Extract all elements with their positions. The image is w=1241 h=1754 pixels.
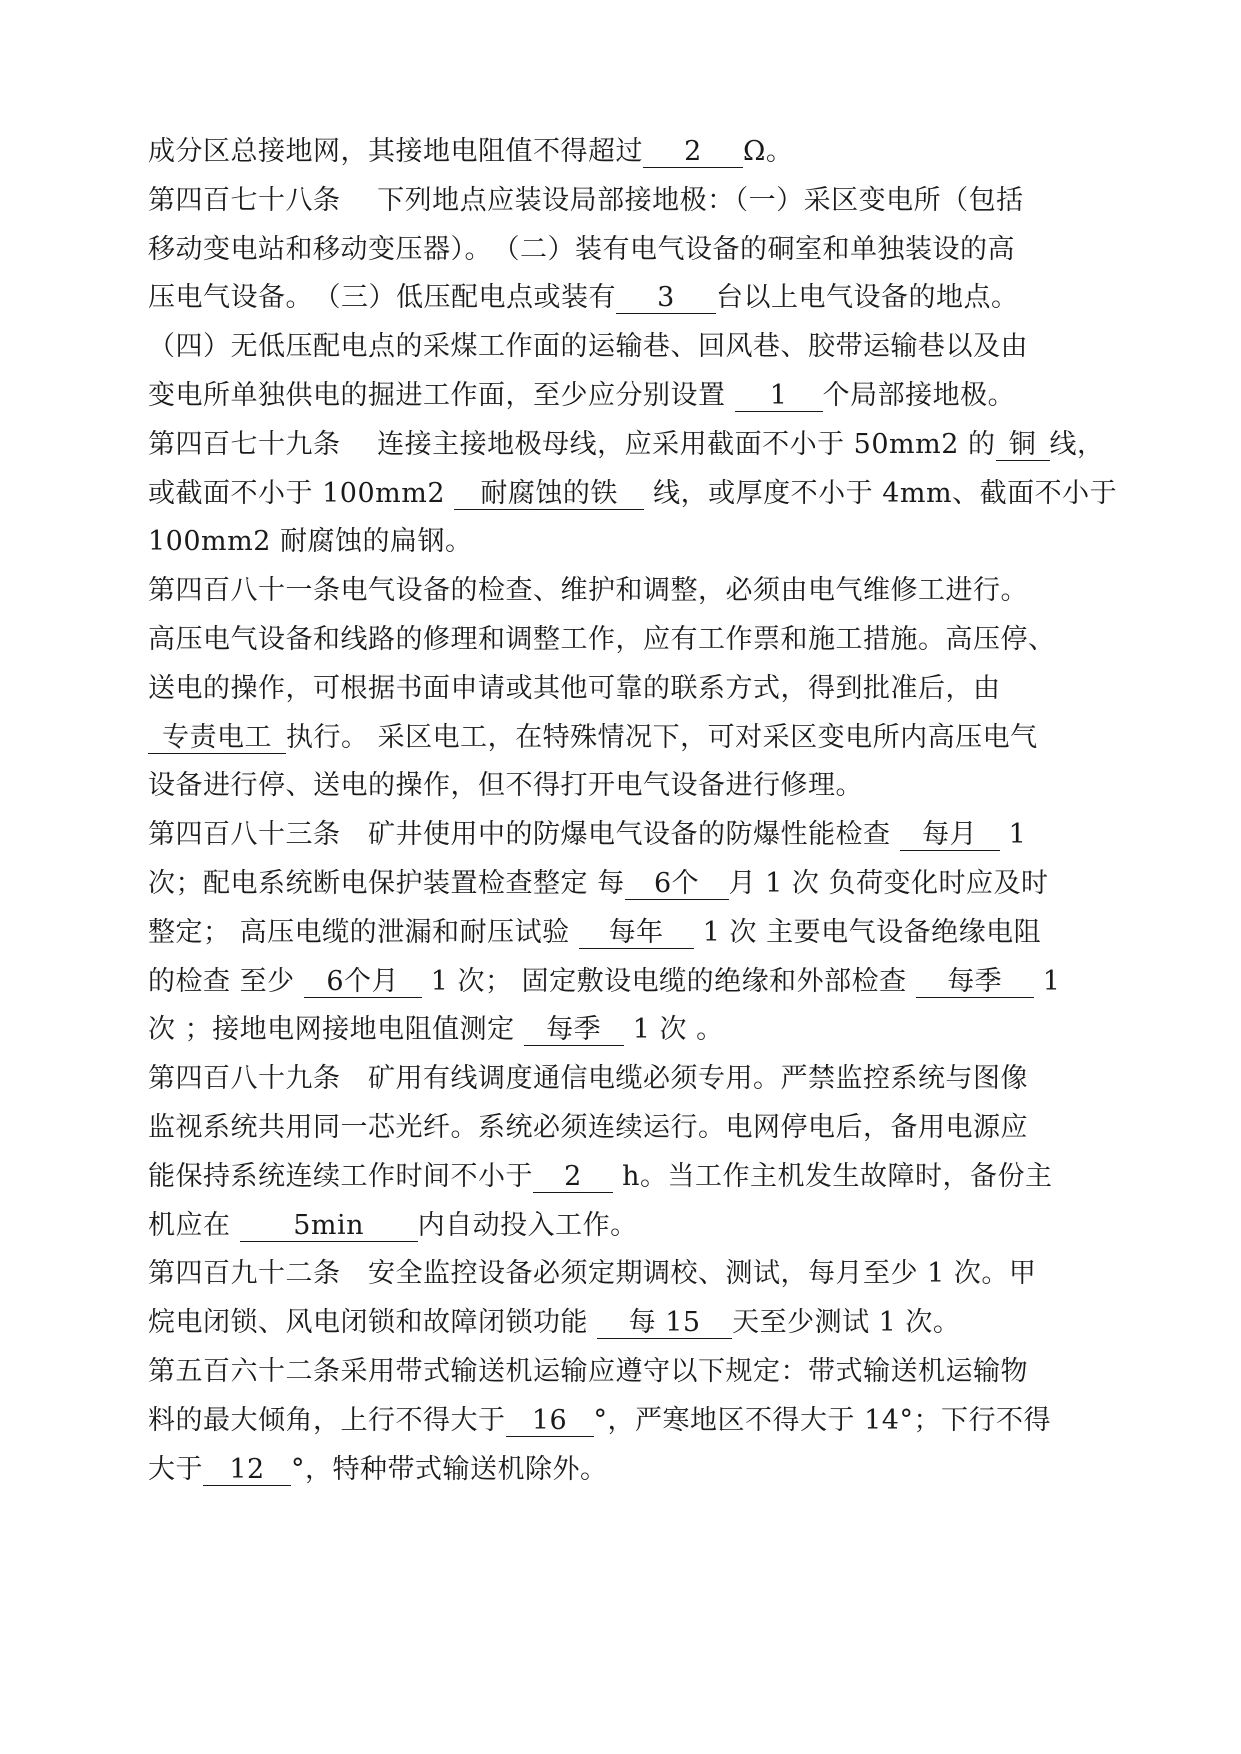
text-line [148,916,1041,950]
text-segment: 第四百八十九条 矿用有线调度通信电缆必须专用。严禁监控系统与图像 [148,1063,1028,1094]
text-segment: 成分区总接地网，其接地电阻值不得超过 [148,136,643,167]
text-segment: 移动变电站和移动变压器）。 （二）装有电气设备的硐室和单独装设的高 [148,234,1015,265]
fill-in-answer: 12 [203,1455,291,1486]
text-segment: 的检查 至少 [148,966,304,997]
text-segment: 第四百七十八条 下列地点应装设局部接地极：（一）采区变电所（包括 [148,185,1024,216]
text-segment: 大于 [148,1454,203,1485]
fill-in-answer: 每月 [900,820,1000,851]
fill-in-answer: 6个 [625,869,729,900]
text-line [148,1062,1028,1096]
text-line [148,477,1117,511]
text-line [148,672,1001,706]
text-segment: 1 [1033,966,1061,997]
fill-in-answer: 每季 [916,967,1034,998]
fill-in-answer: 每季 [524,1015,624,1046]
text-segment: 能保持系统连续工作时间不小于 [148,1161,533,1192]
text-segment: 或截面不小于 100mm2 [148,478,455,509]
text-segment: 变电所单独供电的掘进工作面，至少应分别设置 [148,380,735,411]
fill-in-answer: 每 15 [597,1308,732,1339]
text-segment: °，特种带式输送机除外。 [291,1454,608,1485]
text-segment: 1 次 。 [623,1014,724,1045]
text-segment: 次 ；接地电网接地电阻值测定 [148,1014,524,1045]
text-segment: 机应在 [148,1210,240,1241]
fill-in-answer: 6个月 [304,967,422,998]
text-line [148,233,1015,267]
text-segment: 整定； 高压电缆的泄漏和耐压试验 [148,917,579,948]
fill-in-answer: 铜 [996,430,1050,461]
text-segment: 第五百六十二条采用带式输送机运输应遵守以下规定：带式输送机运输物 [148,1356,1028,1387]
text-segment: 个局部接地极。 [822,380,1016,411]
text-line [148,379,1015,413]
text-segment: 第四百九十二条 安全监控设备必须定期调校、测试，每月至少 1 次。甲 [148,1258,1037,1289]
text-segment: 台以上电气设备的地点。 [716,282,1019,313]
text-segment: 设备进行停、送电的操作，但不得打开电气设备进行修理。 [148,770,863,801]
text-line [148,1013,724,1047]
text-segment: 执行。 采区电工，在特殊情况下，可对采区变电所内高压电气 [286,722,1038,753]
fill-in-answer: 专责电工 [148,723,286,754]
fill-in-answer: 1 [735,381,823,412]
text-segment: 100mm2 耐腐蚀的扁钢。 [148,526,473,557]
text-line [148,1404,1051,1438]
text-segment: 线， [1049,429,1105,460]
text-line [148,1355,1028,1389]
fill-in-answer: 5min [240,1211,418,1242]
text-line [148,721,1038,755]
text-line [148,574,1028,608]
text-line [148,818,1026,852]
text-segment: 高压电气设备和线路的修理和调整工作，应有工作票和施工措施。高压停、 [148,624,1056,655]
text-segment: 第四百八十三条 矿井使用中的防爆电气设备的防爆性能检查 [148,819,900,850]
text-segment: 第四百八十一条电气设备的检查、维护和调整，必须由电气维修工进行。 [148,575,1028,606]
fill-in-answer: 耐腐蚀的铁 [454,479,644,510]
fill-in-answer: 16 [506,1406,594,1437]
text-segment: 第四百七十九条 连接主接地极母线，应采用截面不小于 50mm2 的 [148,429,996,460]
text-segment: 监视系统共用同一芯光纤。系统必须连续运行。电网停电后，备用电源应 [148,1112,1028,1143]
text-segment: 天至少测试 1 次。 [732,1307,961,1338]
text-line [148,428,1105,462]
text-line [148,623,1056,657]
text-line [148,281,1019,315]
text-line [148,769,863,803]
text-line [148,1111,1028,1145]
text-segment: 次；配电系统断电保护装置检查整定 每 [148,868,625,899]
text-segment: 内自动投入工作。 [417,1210,638,1241]
fill-in-answer: 2 [643,137,743,168]
text-line [148,1160,1052,1194]
text-segment: °，严寒地区不得大于 14°；下行不得 [593,1405,1051,1436]
text-line [148,330,1028,364]
text-segment: 1 [999,819,1027,850]
text-line [148,1209,638,1243]
text-line [148,1306,960,1340]
text-segment: 月 1 次 负荷变化时应及时 [728,868,1049,899]
text-segment: 送电的操作，可根据书面申请或其他可靠的联系方式，得到批准后，由 [148,673,1001,704]
fill-in-answer: 3 [616,283,716,314]
text-line [148,965,1060,999]
text-line [148,184,1024,218]
text-segment: 线，或厚度不小于 4mm、截面不小于 [644,478,1118,509]
text-line [148,1257,1036,1291]
text-segment: Ω。 [743,136,794,167]
text-segment: 1 次； 固定敷设电缆的绝缘和外部检查 [421,966,916,997]
fill-in-answer: 每年 [579,918,694,949]
text-line [148,867,1049,901]
text-segment: 烷电闭锁、风电闭锁和故障闭锁功能 [148,1307,598,1338]
text-segment: 压电气设备。 （三）低压配电点或装有 [148,282,616,313]
text-segment: 料的最大倾角，上行不得大于 [148,1405,506,1436]
fill-in-answer: 2 [533,1162,613,1193]
text-line [148,135,793,169]
text-segment: 1 次 主要电气设备绝缘电阻 [693,917,1042,948]
text-line [148,1453,608,1487]
text-segment: （四）无低压配电点的采煤工作面的运输巷、回风巷、胶带运输巷以及由 [148,331,1028,362]
text-segment: h。当工作主机发生故障时，备份主 [613,1161,1053,1192]
text-line [148,525,473,559]
